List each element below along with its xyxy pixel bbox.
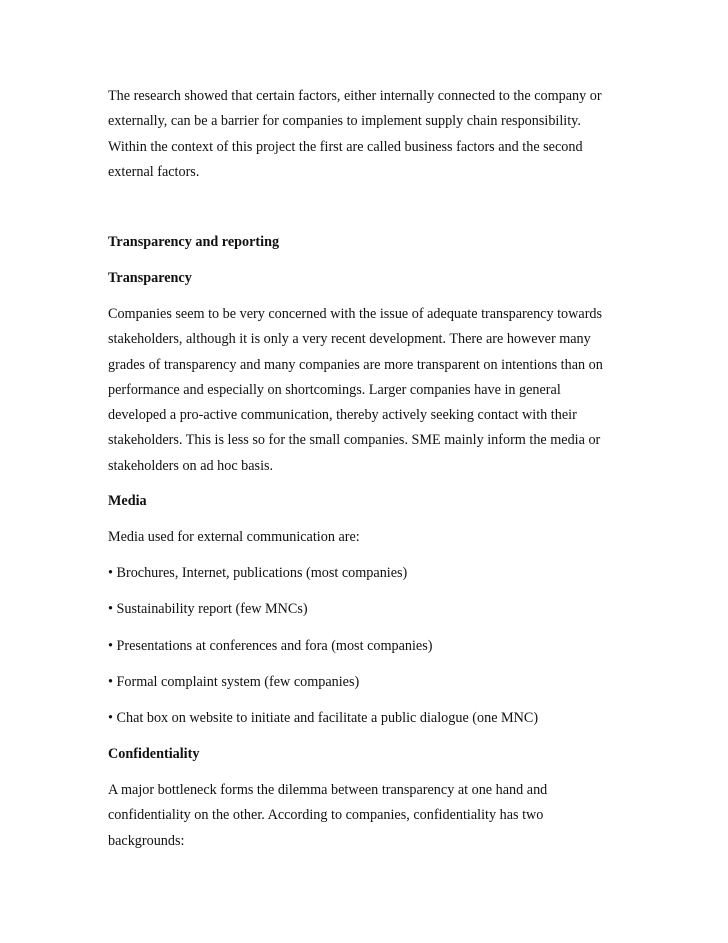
paragraph-line: Companies seem to be very concerned with the issue of adequate transparency towards bbox=[108, 306, 603, 322]
paragraph-line: externally, can be a barrier for companies to implement supply chain responsibility. bbox=[108, 113, 581, 130]
paragraph-line: stakeholders. This is less so for the small companies. SME mainly inform the media or bbox=[108, 432, 601, 449]
section-heading-transparency-and-reporting: Transparency and reporting bbox=[108, 234, 280, 250]
transparency-paragraph bbox=[108, 302, 628, 479]
paragraph-line: Within the context of this project the first are called business factors and the second bbox=[108, 138, 583, 155]
media-intro: Media used for external communication are: bbox=[108, 529, 360, 545]
paragraph-line: A major bottleneck forms the dilemma between transparency at one hand and bbox=[108, 782, 548, 798]
confidentiality-paragraph bbox=[108, 778, 628, 854]
list-item: • Sustainability report (few MNCs) bbox=[108, 601, 308, 617]
paragraph-line: grades of transparency and many companies are more transparent on intentions than on bbox=[108, 356, 603, 373]
list-item: • Chat box on website to initiate and facilitate a public dialogue (one MNC) bbox=[108, 710, 539, 726]
section-heading-transparency: Transparency bbox=[108, 270, 192, 286]
paragraph-line: external factors. bbox=[108, 163, 200, 180]
list-item: • Presentations at conferences and fora (most companies) bbox=[108, 638, 433, 654]
paragraph-line: confidentiality on the other. According to companies, confidentiality has two bbox=[108, 807, 544, 824]
section-heading-media: Media bbox=[108, 493, 147, 509]
paragraph-line: performance and especially on shortcomings. Larger companies have in general bbox=[108, 381, 561, 398]
paragraph-line: The research showed that certain factors, either internally connected to the company or bbox=[108, 88, 602, 104]
paragraph-line: stakeholders on ad hoc basis. bbox=[108, 457, 274, 474]
paragraph-line: backgrounds: bbox=[108, 832, 185, 849]
intro-paragraph bbox=[108, 84, 628, 185]
section-heading-confidentiality: Confidentiality bbox=[108, 746, 200, 762]
paragraph-line: stakeholders, although it is only a very recent development. There are however many bbox=[108, 331, 591, 348]
paragraph-line: developed a pro-active communication, thereby actively seeking contact with their bbox=[108, 407, 577, 424]
list-item: • Formal complaint system (few companies) bbox=[108, 674, 360, 690]
list-item: • Brochures, Internet, publications (most companies) bbox=[108, 565, 408, 581]
